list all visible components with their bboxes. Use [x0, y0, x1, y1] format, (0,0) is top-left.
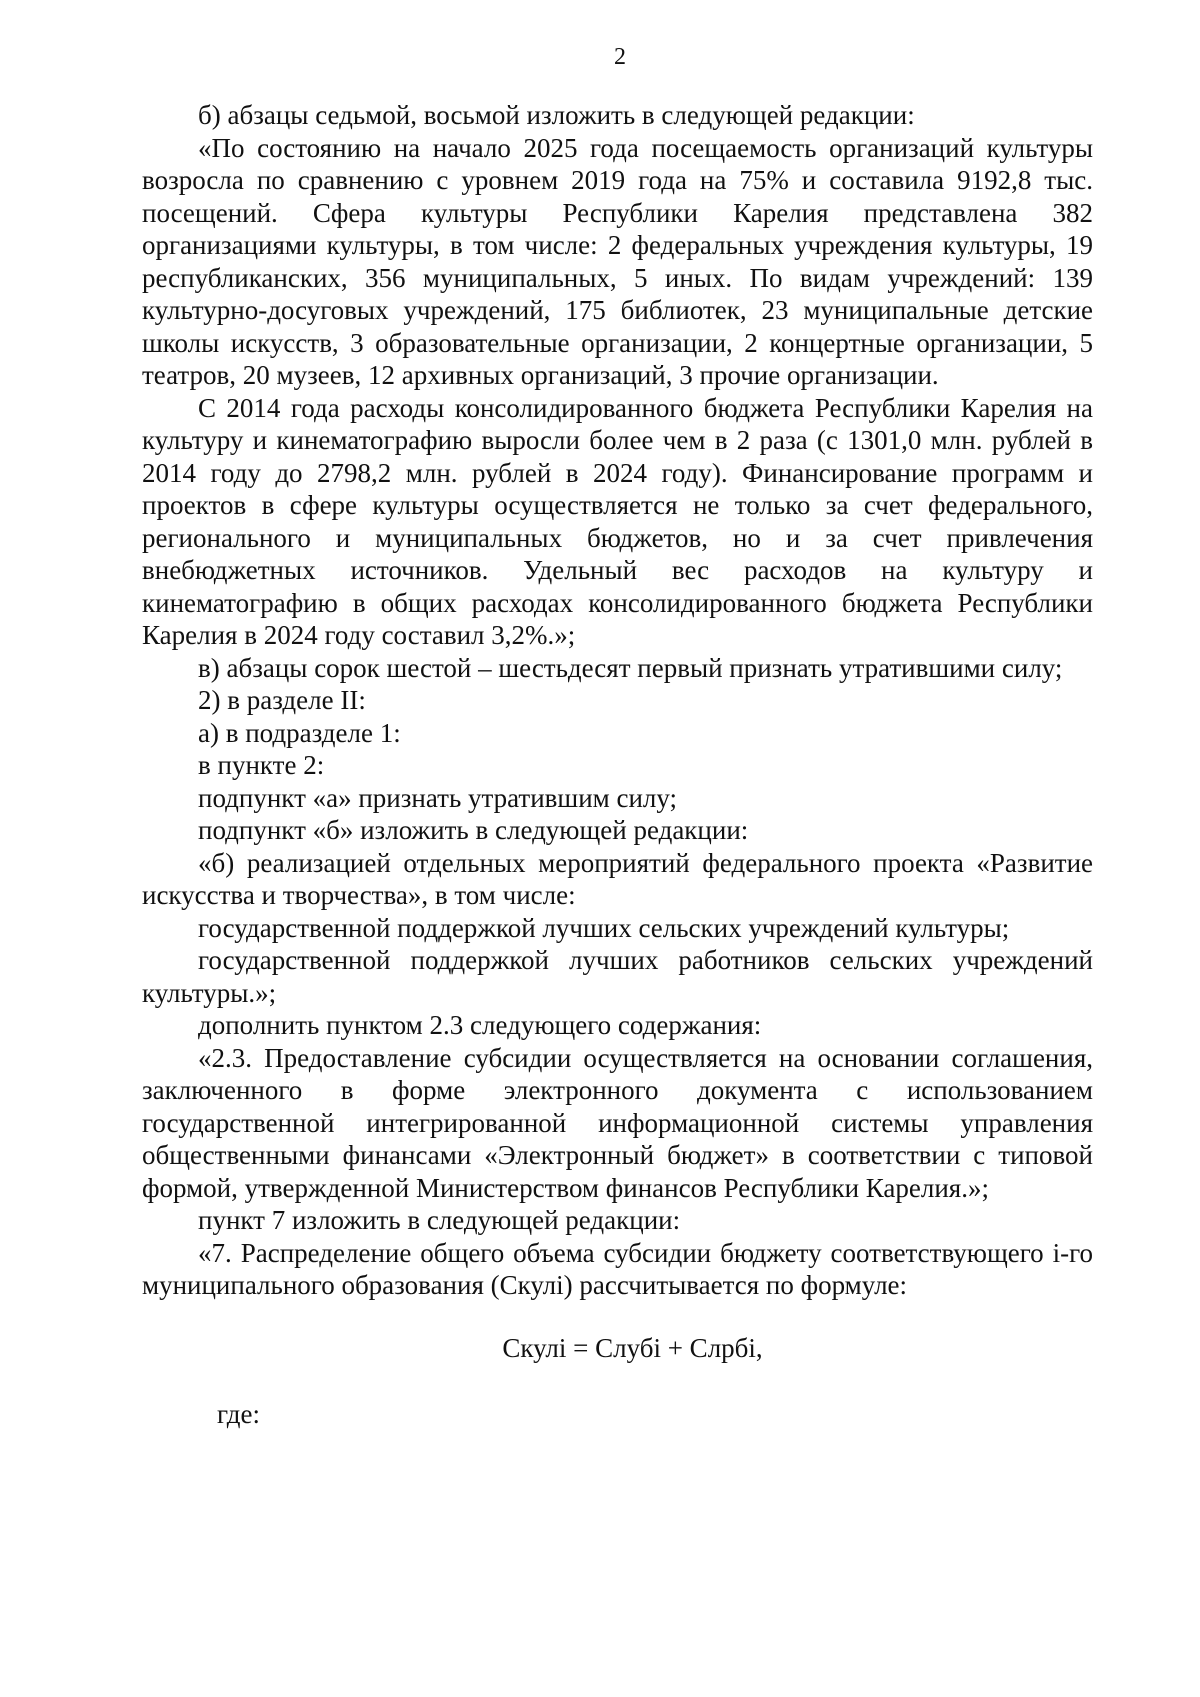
subsidy-formula: Скулi = Слубi + Слрбi,: [502, 1332, 763, 1363]
paragraph-subpoint-b-text: «б) реализацией отдельных мероприятий федерального проекта «Развитие искусства и творчества», в том числе:: [142, 847, 1093, 910]
paragraph-point-7: пункт 7 изложить в следующей редакции:: [198, 1205, 681, 1235]
paragraph-point-2: в пункте 2:: [198, 750, 325, 780]
where-label: где:: [217, 1399, 260, 1429]
paragraph-add-point-2-3: дополнить пунктом 2.3 следующего содержания:: [198, 1010, 762, 1040]
paragraph-amendment-b: б) абзацы седьмой, восьмой изложить в следующей редакции:: [198, 100, 915, 130]
page-number: 2: [614, 44, 626, 70]
paragraph-subsection-1: а) в подразделе 1:: [198, 717, 401, 748]
paragraph-subpoint-b: подпункт «б» изложить в следующей редакции:: [198, 815, 749, 845]
paragraph-point-2-3-text: «2.3. Предоставление субсидии осуществляется на основании соглашения, заключенного в форме электронного документа с использованием государственной интегрированной информационной системы управления общественными финансами «Электронный бюджет» в соответствии с типовой формой, утвержденной Министерством финансов Республики Карелия.»;: [142, 1042, 1093, 1203]
paragraph-budget-expenses: С 2014 года расходы консолидированного бюджета Республики Карелия на культуру и кинематографию выросли более чем в 2 раза (с 1301,0 млн. рублей в 2014 году до 2798,2 млн. рублей в 2024 году). Финансирование программ и проектов в сфере культуры осуществляется не только за счет федерального, регионального и муниципальных бюджетов, но и за счет привлечения внебюджетных источников. Удельный вес расходов на культуру и кинематографию в общих расходах консолидированного бюджета Республики Карелия в 2024 году составил 3,2%.»;: [142, 392, 1093, 650]
paragraph-point-7-text: «7. Распределение общего объема субсидии бюджету соответствующего i-го муниципального образования (Скулi) рассчитывается по формуле:: [142, 1237, 1093, 1300]
paragraph-subpoint-a: подпункт «а» признать утратившим силу;: [198, 782, 678, 813]
paragraph-support-workers: государственной поддержкой лучших работников сельских учреждений культуры.»;: [142, 945, 1093, 1008]
paragraph-section-2: 2) в разделе II:: [198, 685, 366, 715]
paragraph-amendment-v: в) абзацы сорок шестой – шестьдесят первый признать утратившими силу;: [198, 652, 1063, 683]
paragraph-support-institutions: государственной поддержкой лучших сельских учреждений культуры;: [198, 912, 1010, 943]
paragraph-culture-attendance: «По состоянию на начало 2025 года посещаемость организаций культуры возросла по сравнению с уровнем 2019 года на 75% и составила 9192,8 тыс. посещений. Сфера культуры Республики Карелия представлена 382 организациями культуры, в том числе: 2 федеральных учреждения культуры, 19 республиканских, 356 муниципальных, 5 иных. По видам учреждений: 139 культурно-досуговых учреждений, 175 библиотек, 23 муниципальные детские школы искусств, 3 образовательные организации, 2 концертные организации, 5 театров, 20 музеев, 12 архивных организаций, 3 прочие организации.: [142, 132, 1093, 390]
document-body: [142, 99, 1093, 1431]
